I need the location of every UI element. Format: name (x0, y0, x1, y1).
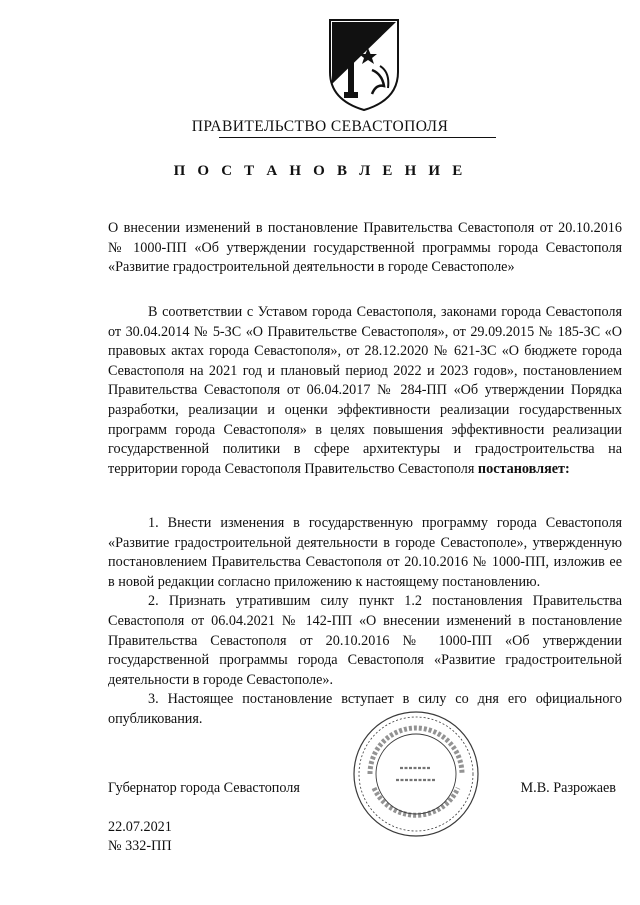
signer-position: Губернатор города Севастополя (108, 780, 300, 796)
resolution-item-1: 1. Внести изменения в государственную программу города Севастополя «Развитие градостроительной деятельности в городе Севастополе», утвержденную постановлением Правительства Севастополя от 20.10.2016 № 1000-ПП, изложив ее в новой редакции согласно приложению к настоящему постановлению. (108, 515, 622, 590)
government-name: ПРАВИТЕЛЬСТВО СЕВАСТОПОЛЯ (191, 118, 449, 135)
document-date: 22.07.2021 (108, 819, 172, 835)
coat-of-arms-icon (324, 14, 404, 114)
resolution-item-2: 2. Признать утратившим силу пункт 1.2 постановления Правительства Севастополя от 06.04.2021 № 142-ПП «О внесении изменений в постановление Правительства Севастополя от 20.10.2016 № 1000-ПП «Об утверждении государственной программы города Севастополя «Развитие градостроительной деятельности в городе Севастополе». (108, 593, 622, 688)
preamble-text: В соответствии с Уставом города Севастополя, законами города Севастополя от 30.04.2014 № 5-ЗС «О Правительстве Севастополя», от 29.09.2015 № 185-ЗС «О правовых актах города Севастополя», от 28.12.2020 № 621-ЗС «О бюджете города Севастополя на 2021 год и плановый период 2022 и 2023 годов», постановлением Правительства Севастополя от 06.04.2017 № 284-ПП «Об утверждении Порядка разработки, реализации и оценки эффективности реализации государственных программ города Севастополя» в целях повышения эффективности реализации государственной политики в сфере архитектуры и градостроительства на территории города Севастополя Правительство Севастополя (108, 304, 622, 477)
document-subject: О внесении изменений в постановление Правительства Севастополя от 20.10.2016 № 1000-ПП «Об утверждении государственной программы города Севастополя «Развитие градостроительной деятельности в городе Севастополе» (108, 220, 622, 276)
resolves-word: постановляет: (477, 460, 570, 477)
official-seal-stamp (348, 706, 484, 842)
document-number: № 332-ПП (108, 838, 172, 854)
resolution-items (108, 514, 622, 730)
document-type: П О С Т А Н О В Л Е Н И Е (173, 163, 467, 179)
preamble-paragraph (108, 303, 622, 479)
resolution-item-3: 3. Настоящее постановление вступает в силу со дня его официального опубликования. (108, 691, 622, 727)
header-divider (219, 137, 496, 138)
signer-name: М.В. Разрожаев (520, 780, 616, 796)
